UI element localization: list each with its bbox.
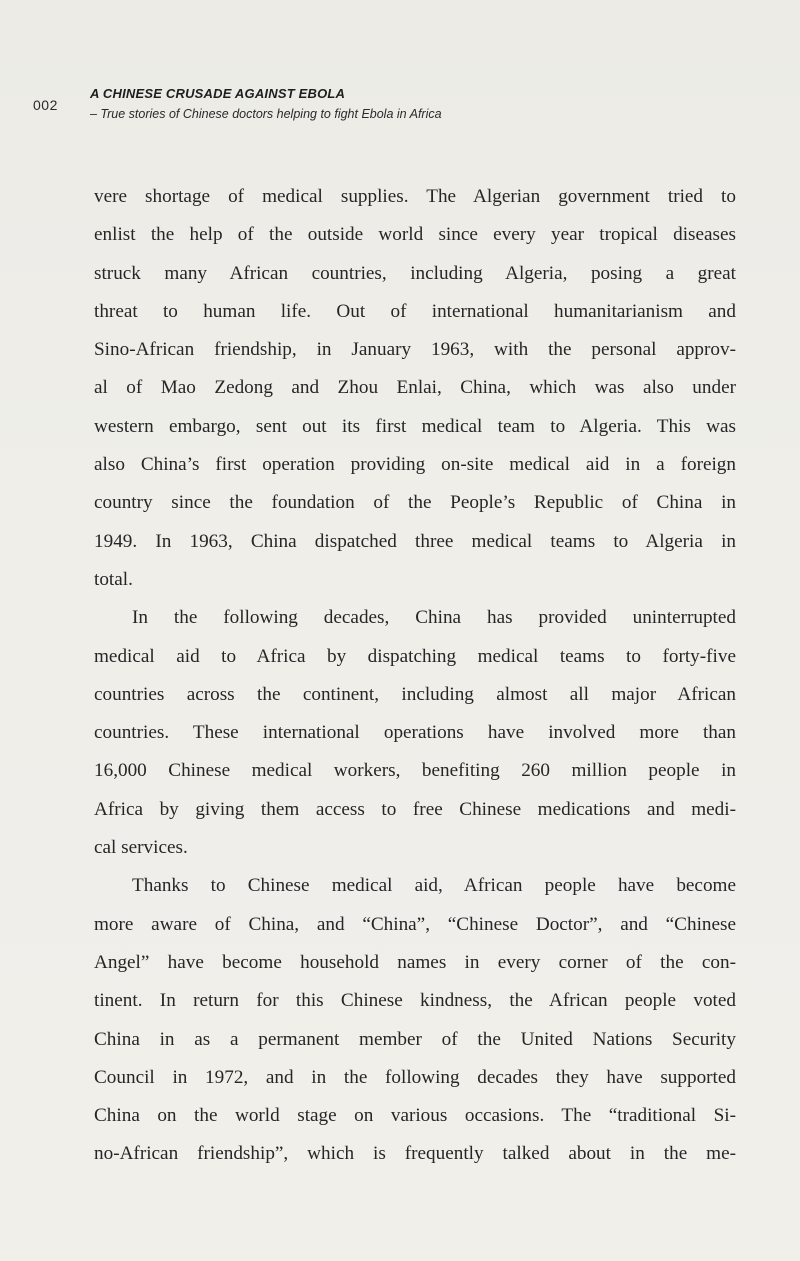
paragraph-3: [94, 867, 736, 1173]
text-line: countries across the continent, including almost all major African: [94, 683, 736, 705]
text-line: tinent. In return for this Chinese kindness, the African people voted: [94, 990, 736, 1012]
body-text: [94, 178, 736, 1174]
text-line: Angel” have become household names in every corner of the con-: [94, 951, 736, 973]
text-line: countries. These international operations have involved more than: [94, 722, 736, 744]
page-number: 002: [33, 97, 58, 113]
text-line: struck many African countries, including Algeria, posing a great: [94, 262, 736, 284]
text-line: threat to human life. Out of international humanitarianism and: [94, 300, 736, 322]
text-line: Thanks to Chinese medical aid, African people have become: [132, 875, 736, 897]
running-header-title: A CHINESE CRUSADE AGAINST EBOLA: [90, 86, 346, 101]
text-line: Sino-African friendship, in January 1963, with the personal approv-: [94, 339, 736, 361]
text-line: al of Mao Zedong and Zhou Enlai, China, which was also under: [94, 377, 736, 399]
text-line: also China’s first operation providing on-site medical aid in a foreign: [94, 454, 736, 476]
text-line: 16,000 Chinese medical workers, benefiting 260 million people in: [94, 760, 736, 782]
text-line: medical aid to Africa by dispatching medical teams to forty-five: [94, 645, 736, 667]
text-line: no-African friendship”, which is frequently talked about in the me-: [94, 1143, 736, 1165]
text-line: In the following decades, China has provided uninterrupted: [132, 607, 736, 629]
text-line: country since the foundation of the People’s Republic of China in: [94, 492, 736, 514]
paragraph-1: [94, 178, 736, 599]
text-line: Council in 1972, and in the following decades they have supported: [94, 1066, 736, 1088]
text-line: cal services.: [94, 837, 188, 859]
text-line: enlist the help of the outside world since every year tropical diseases: [94, 224, 736, 246]
text-line: China on the world stage on various occasions. The “traditional Si-: [94, 1105, 736, 1127]
paragraph-2: [94, 599, 736, 867]
text-line: vere shortage of medical supplies. The Algerian government tried to: [94, 186, 736, 207]
text-line: Africa by giving them access to free Chinese medications and medi-: [94, 798, 736, 820]
text-line: western embargo, sent out its first medical team to Algeria. This was: [94, 415, 736, 437]
running-header-subtitle: – True stories of Chinese doctors helping to fight Ebola in Africa: [90, 107, 442, 121]
text-line: more aware of China, and “China”, “Chinese Doctor”, and “Chinese: [94, 913, 736, 935]
text-line: total.: [94, 568, 133, 590]
text-line: China in as a permanent member of the United Nations Security: [94, 1028, 736, 1050]
text-line: 1949. In 1963, China dispatched three medical teams to Algeria in: [94, 530, 736, 552]
